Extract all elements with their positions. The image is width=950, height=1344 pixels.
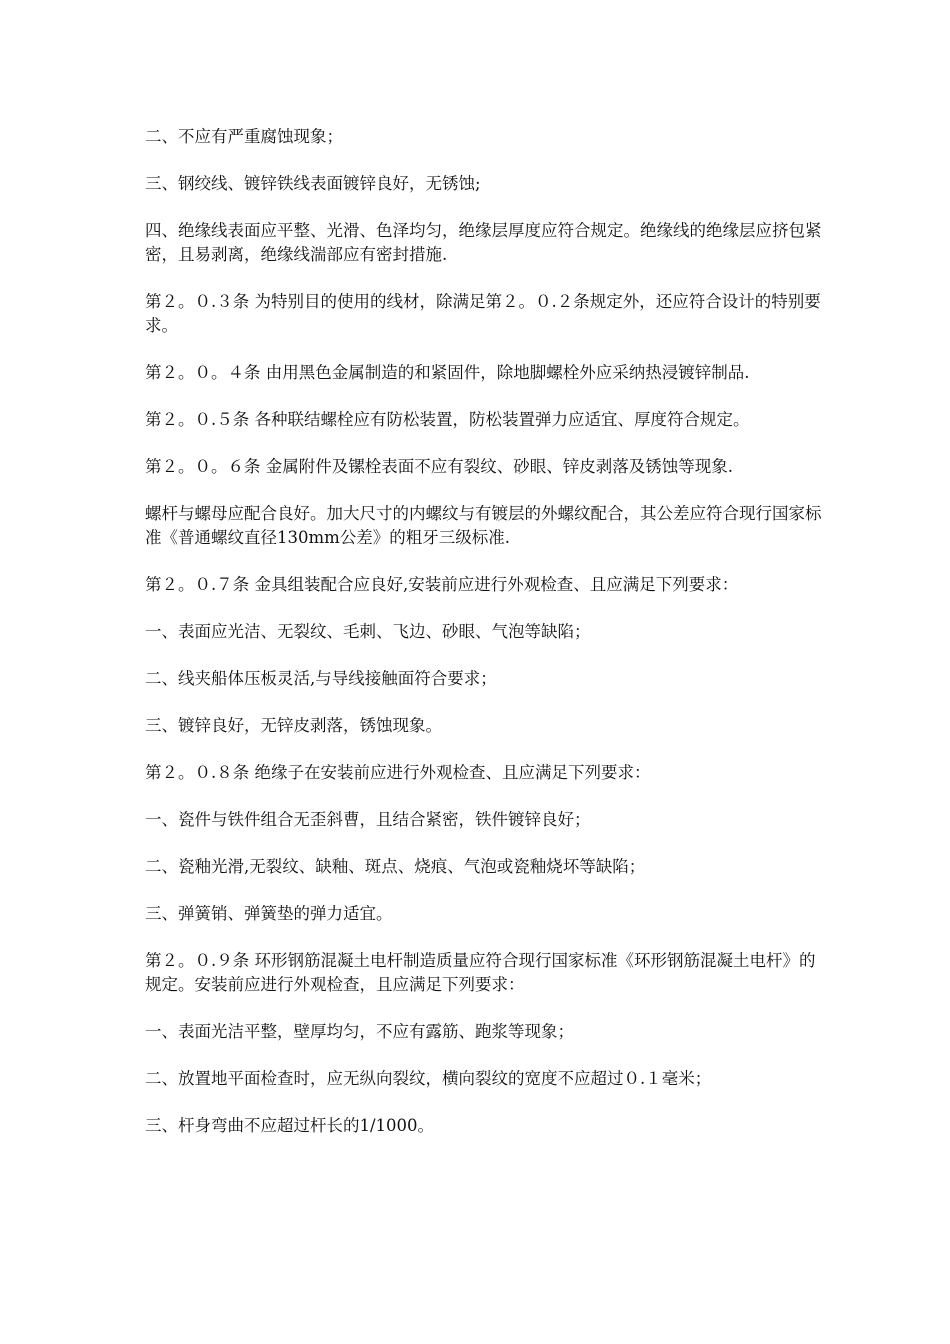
document-body [145,125,825,1161]
paragraph: 三、镀锌良好，无锌皮剥落，锈蚀现象。 [145,716,442,735]
paragraph: 二、瓷釉光滑,无裂纹、缺釉、斑点、烧痕、气泡或瓷釉烧坏等缺陷； [145,857,646,876]
paragraph: 一、瓷件与铁件组合无歪斜曹，且结合紧密，铁件镀锌良好； [145,810,591,829]
paragraph: 第２。０.３条 为特别目的使用的线材，除满足第２。０.２条规定外，还应符合设计的特别要求。 [145,292,821,335]
paragraph: 三、钢绞线、镀锌铁线表面镀锌良好，无锈蚀; [145,174,481,193]
paragraph: 四、绝缘线表面应平整、光滑、色泽均匀，绝缘层厚度应符合规定。绝缘线的绝缘层应挤包紧密，且易剥离，绝缘线湍部应有密封措施. [145,221,822,264]
paragraph: 二、不应有严重腐蚀现象； [145,127,343,146]
paragraph: 第２。０.７条 金具组装配合应良好,安装前应进行外观检查、且应满足下列要求： [145,575,739,594]
paragraph: 一、表面光洁平整，壁厚均匀，不应有露筋、跑浆等现象； [145,1022,574,1041]
paragraph: 第２。０.９条 环形钢筋混凝土电杆制造质量应符合现行国家标准《环形钢筋混凝土电杆》的规定。安装前应进行外观检查，且应满足下列要求： [145,951,816,994]
paragraph: 螺杆与螺母应配合良好。加大尺寸的内螺纹与有镀层的外螺纹配合，其公差应符合现行国家标准《普通螺纹直径130mm公差》的粗牙三级标准. [145,504,822,547]
paragraph: 第２。０.８条 绝缘子在安装前应进行外观检查、且应满足下列要求： [145,763,651,782]
paragraph: 三、弹簧销、弹簧垫的弹力适宜。 [145,904,393,923]
paragraph: 第２。０。４条 由用黑色金属制造的和紧固件，除地脚螺栓外应采纳热浸镀锌制品. [145,363,750,382]
paragraph: 二、放置地平面检查时，应无纵向裂纹，横向裂纹的宽度不应超过０.１毫米； [145,1069,712,1088]
paragraph: 一、表面应光洁、无裂纹、毛刺、飞边、砂眼、气泡等缺陷； [145,622,591,641]
paragraph: 第２。０.５条 各种联结螺栓应有防松装置，防松装置弹力应适宜、厚度符合规定。 [145,410,750,429]
paragraph: 三、杆身弯曲不应超过杆长的1/1000。 [145,1116,435,1135]
paragraph: 第２。０。６条 金属附件及镙栓表面不应有裂纹、砂眼、锌皮剥落及锈蚀等现象. [145,457,733,476]
paragraph: 二、线夹船体压板灵活,与导线接触面符合要求； [145,669,497,688]
